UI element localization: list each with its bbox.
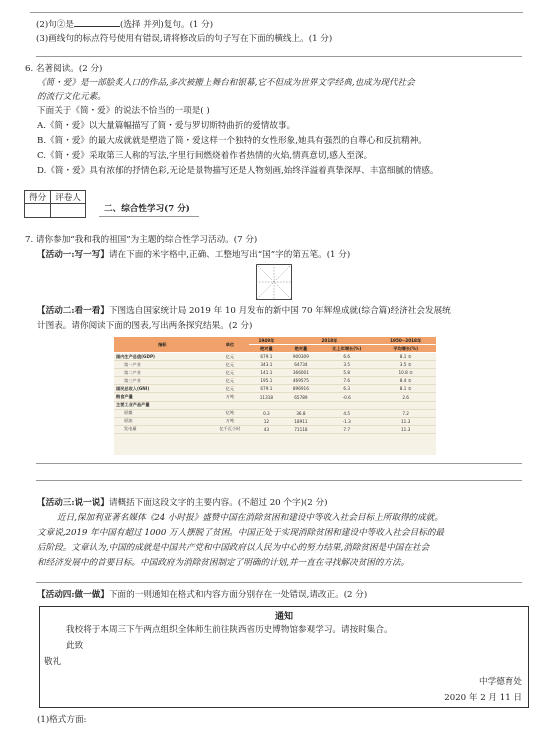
notice-jingli: 敬礼 (44, 657, 62, 667)
q6-option-c: C.《简・爱》采取第三人称的写法,字里行间燃烧着作者热情的火焰,情真意切,感人至深。 (37, 151, 373, 161)
table-cell: 469575 (284, 377, 319, 385)
section-rule (99, 216, 199, 217)
table-row (114, 385, 436, 393)
table-cell: 343.1 (249, 361, 283, 369)
row-label: 第三产业 (114, 377, 211, 385)
q3-line: (3)画线句的标点符号使用有错误,请将修改后的句子写在下面的横线上。(1 分) (36, 34, 333, 44)
q6-intro-1: 《简・爱》是一部脍炙人口的作品,多次被搬上舞台和银幕,它不但成为世界文学经典,也成为现代社会 (37, 78, 415, 88)
grader-blank[interactable] (51, 204, 86, 218)
q7-title: 7. 请你参加“我和我的祖国”为主题的综合性学习活动。(7 分) (25, 235, 258, 245)
top-rule (30, 12, 523, 13)
col-header-unit: 单位 (211, 337, 250, 353)
act4-line (37, 589, 367, 601)
table-cell (211, 401, 250, 409)
q2-prefix: (2)句②是 (36, 20, 74, 30)
table-cell: 679.1 (249, 353, 283, 361)
act3-para-4: 和经济发展中的首要目标。中国政府为消除贫困制定了明确的计划,并一直在寻找解决贫困的方法。 (37, 558, 410, 568)
table-cell: 7.6 (318, 377, 375, 385)
table-cell: 4.5 (318, 409, 375, 417)
notice-date: 2020 年 2 月 11 日 (444, 693, 522, 703)
row-label: 原油 (114, 417, 211, 425)
table-cell: 11.3 (375, 417, 436, 425)
table-cell: 亿元 (211, 369, 250, 377)
table-row (114, 361, 436, 369)
table-cell: 11.3 (375, 425, 436, 433)
table-cell: 65789 (284, 393, 319, 401)
row-label: 原煤 (114, 409, 211, 417)
q2-blank[interactable] (74, 17, 120, 27)
q6-title: 6. 名著阅读。(2 分) (25, 64, 103, 74)
answer-line-act2-1[interactable] (36, 463, 522, 464)
table-cell: 11318 (249, 393, 283, 401)
table-cell: 64734 (284, 361, 319, 369)
table-cell: 7.7 (318, 425, 375, 433)
table-cell: 亿千瓦小时 (211, 425, 250, 433)
table-cell (375, 401, 436, 409)
statistics-table (114, 337, 436, 455)
table-cell: 36.8 (284, 409, 319, 417)
q2-suffix: (选择 并列)复句。(1 分) (119, 20, 214, 30)
row-label: 国民总收入(GNI) (114, 385, 211, 393)
table-row (114, 393, 436, 401)
table-cell: 亿元 (211, 377, 250, 385)
act3-label: 【活动三:说一说】 (37, 498, 109, 508)
q6-option-b: B.《简・爱》的最大成就就是塑造了简・爱这样一个独特的女性形象,她具有强烈的自尊心和反抗精神。 (37, 136, 427, 146)
table-row (114, 353, 436, 361)
table-cell (284, 401, 319, 409)
subheader-abs-2018: 绝对量 (284, 345, 319, 353)
table-cell: 18911 (284, 417, 319, 425)
table-cell: 万吨 (211, 417, 250, 425)
act2-line-2: 计图表。请你阅读下面的图表,写出两条探究结果。(2 分) (37, 321, 253, 331)
notice-sender: 中学德育处 (479, 677, 522, 687)
subheader-abs-1949: 绝对量 (249, 345, 283, 353)
table-cell: 366001 (284, 369, 319, 377)
score-box (24, 190, 86, 218)
q6-intro-2: 的流行文化元素。 (37, 92, 106, 102)
table-cell: 3.5 ② (375, 361, 436, 369)
q2-line (36, 17, 213, 31)
answer-line-act2-2[interactable] (36, 480, 522, 481)
table-cell: 5.8 (318, 369, 375, 377)
notice-body: 我校将于本周三下午两点组织全体师生前往陕西省历史博物馆参观学习。请按时集合。 (66, 625, 393, 635)
notice-cizhi: 此致 (66, 641, 84, 651)
table-cell: 6.6 (318, 353, 375, 361)
row-label: 粮食产量 (114, 393, 211, 401)
section-title: 二、综合性学习(7 分) (104, 204, 190, 214)
table-cell: 71118 (284, 425, 319, 433)
act2-text-1: 下图选自国家统计局 2019 年 10 月发布的新中国 70 年辉煌成就(综合篇)经济社会发展统 (108, 306, 451, 316)
act4-text: 下面的一则通知在格式和内容方面分别存在一处错误,请改正。(2 分) (108, 590, 368, 600)
row-label: 第一产业 (114, 361, 211, 369)
answer-line-q3[interactable] (36, 56, 522, 57)
row-label: 发电量 (114, 425, 211, 433)
table-cell: 8.1 ② (375, 353, 436, 361)
col-header-avg: 1950~2018年 (375, 337, 436, 345)
table-cell: 3.5 (318, 361, 375, 369)
table-cell: 万吨 (211, 393, 250, 401)
table-cell: 6.3 (318, 385, 375, 393)
table-cell (318, 401, 375, 409)
table-cell: 亿元 (211, 385, 250, 393)
q6-option-a: A.《简・爱》以大量篇幅描写了简・爱与罗切斯特曲折的爱情故事。 (37, 121, 296, 131)
subheader-avg: 平均增长(%) (375, 345, 436, 353)
q6-option-d: D.《简・爱》具有浓郁的抒情色彩,无论是景物描写还是人物刻画,始终洋溢着真挚深厚、丰富细腻的情感。 (37, 166, 439, 176)
table-row (114, 417, 436, 425)
table-cell: 900309 (284, 353, 319, 361)
q6-stem: 下面关于《简・爱》的说法不恰当的一项是( ) (37, 106, 210, 116)
row-label: 第二产业 (114, 369, 211, 377)
table-cell: 亿元 (211, 353, 250, 361)
notice-title: 通知 (274, 612, 293, 622)
table-cell: 2.6 (375, 393, 436, 401)
act3-text: 请概括下面这段文字的主要内容。(不超过 20 个字)(2 分) (108, 498, 328, 508)
table-cell: 10.8 ② (375, 369, 436, 377)
act2-line-1 (37, 305, 451, 317)
act1-label: 【活动一:写一写】 (37, 250, 109, 260)
row-label: 国内生产总值(GDP) (114, 353, 211, 361)
act3-para-1: 近日,保加利亚著名媒体《24 小时报》盛赞中国在消除贫困和建设中等收入社会目标上所取得的成就。 (57, 513, 443, 523)
col-header-indicator: 指标 (114, 337, 211, 353)
table-cell: 7.2 (375, 409, 436, 417)
table-row (114, 409, 436, 417)
table-cell: 896916 (284, 385, 319, 393)
table-cell: -1.3 (318, 417, 375, 425)
table-cell: 亿吨 (211, 409, 250, 417)
act1-text: 请在下面的米字格中,正确、工整地写出“国”字的第五笔。(1 分) (108, 250, 351, 260)
act3-line (37, 497, 327, 509)
act3-para-2: 文章说,2019 年中国有超过 1000 万人摆脱了贫困。中国正处于实现消除贫困和建设中等收入社会目标的最 (37, 528, 445, 538)
table-cell: 195.1 (249, 377, 283, 385)
notice-box (39, 606, 529, 708)
table-cell: 0.3 (249, 409, 283, 417)
table-row (114, 425, 436, 433)
table-cell: 141.1 (249, 369, 283, 377)
table-cell: 12 (249, 417, 283, 425)
col-header-1949: 1949年 (249, 337, 283, 345)
act1-line (37, 249, 350, 261)
col-header-2018: 2018年 (284, 337, 376, 345)
mizige-grid[interactable] (256, 264, 292, 300)
table-cell: -0.6 (318, 393, 375, 401)
answer-line-act3[interactable] (36, 582, 522, 583)
format-prompt: (1)格式方面: (37, 715, 87, 725)
table-cell: 8.1 ② (375, 385, 436, 393)
table-cell: 679.1 (249, 385, 283, 393)
act3-para-3: 后阶段。文章认为,中国的成就是中国共产党和中国政府以人民为中心的努力结果,消除贫困是中国在社会 (37, 543, 430, 553)
table-row (114, 377, 436, 385)
table-row (114, 401, 436, 409)
table-row (114, 369, 436, 377)
table-cell: 43 (249, 425, 283, 433)
table-cell: 8.4 ② (375, 377, 436, 385)
table-cell: 亿元 (211, 361, 250, 369)
act4-label: 【活动四:做一做】 (37, 590, 109, 600)
grader-label: 评卷人 (51, 191, 86, 204)
table-cell (249, 401, 283, 409)
row-label: 主要工业产品产量 (114, 401, 211, 409)
score-blank[interactable] (25, 204, 51, 218)
act2-label: 【活动二:看一看】 (37, 306, 109, 316)
score-label: 得分 (25, 191, 51, 204)
subheader-growth: 比上年增长(%) (318, 345, 375, 353)
